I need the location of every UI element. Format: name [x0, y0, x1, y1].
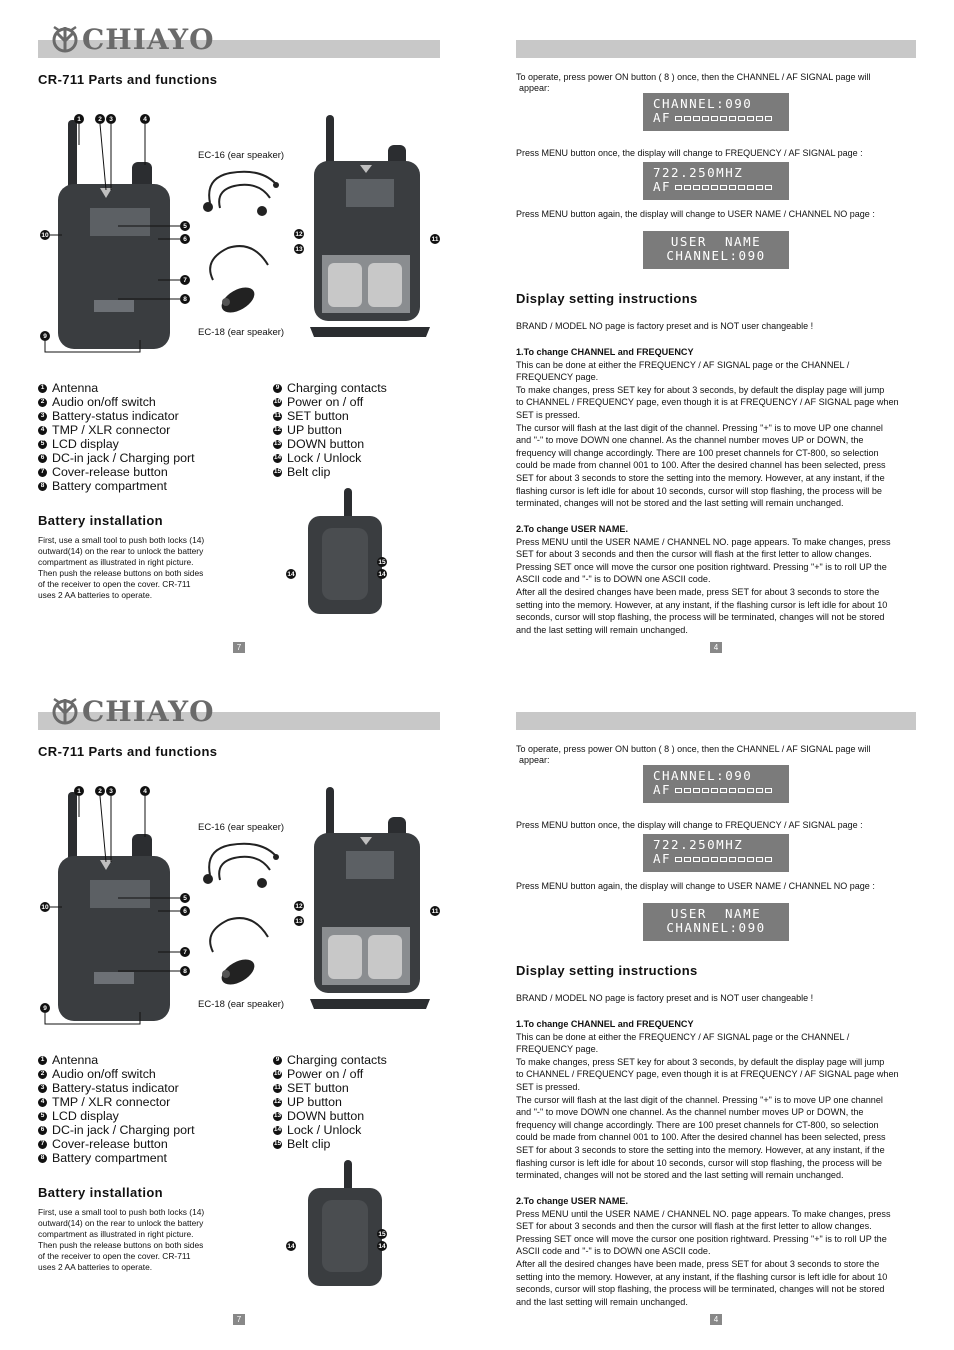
back-device-illustration — [300, 115, 440, 340]
ec16-caption: EC-16 (ear speaker) — [198, 150, 285, 161]
list-item: 8 Battery compartment — [38, 479, 195, 493]
brand-note: BRAND / MODEL NO page is factory preset and is NOT user changeable ! — [516, 321, 814, 331]
list-item: 14 Lock / Unlock — [273, 451, 362, 465]
lcd-frequency-af: 722.250MHZ AF — [643, 162, 789, 200]
callout-1: 1 — [74, 114, 84, 124]
callout-9: 9 — [40, 1003, 50, 1013]
callout-14: 14 — [287, 1242, 295, 1250]
ec18-earspeaker-illustration — [198, 912, 288, 992]
page-number-left: 7 — [233, 1314, 245, 1325]
lcd-channel-af: CHANNEL:090 AF — [643, 765, 789, 803]
display-title: Display setting instructions — [516, 291, 698, 306]
list-item: 5 LCD display — [38, 437, 195, 451]
callout-12: 12 — [295, 230, 303, 238]
section-channel-frequency: 1.To change CHANNEL and FREQUENCY This can be done at either the FREQUENCY / AF SIGNAL page or the CHANNEL / FREQUENCY page. To make changes, press SET key for about 3 seconds, by default the display page will jump to CHANNEL / FREQUENCY page, even though it is at FREQUENCY / AF SIGNAL page when SET is pressed. The cursor will flash at the last digit of the channel. Pressing "+" is to move UP one channel and "-" to move DOWN one channel. As the channel number moves UP or DOWN, the frequency will change accordingly. There are 100 preset channels for CT-800, so selection could be made from channel 001 to 100. After the desired channel has been selected, press SET for about 3 seconds to store the setting into the memory. However, at any instant, if the flashing cursor is left idle for about 10 seconds, cursor will stop flashing, the process will be terminated, changes will not be stored and the last setting will remain unchanged. — [516, 1019, 899, 1181]
callout-2: 2 — [95, 114, 105, 124]
menu-once-text: Press MENU button once, the display will change to FREQUENCY / AF SIGNAL page : — [516, 148, 863, 158]
page-number-left: 7 — [233, 642, 245, 653]
callout-15: 15 — [378, 1230, 386, 1238]
list-item: 4 TMP / XLR connector — [38, 423, 195, 437]
lcd-channel-af: CHANNEL:090 AF — [643, 93, 789, 131]
list-item: 6 DC-in jack / Charging port — [38, 451, 195, 465]
section-user-name: 2.To change USER NAME. Press MENU until the USER NAME / CHANNEL NO. page appears. To make changes, press SET for about 3 seconds and then the cursor will flash at the first letter to allow changes. Pressing SET once will move the cursor one position rightward. Pressing "+" is to roll UP the ASCII code and "-" is to DOWN one ASCII code. After all the desired changes have been made, press SET for about 3 seconds to store the setting into the memory. However, at any instant, if the flashing cursor is left idle for about 10 seconds, cursor will stop flashing, the process will be terminated, changes will not be stored and the last setting will remain unchanged. — [516, 1196, 891, 1307]
callout-7: 7 — [180, 947, 190, 957]
parts-list-right — [273, 381, 387, 479]
list-item: 1 Antenna — [38, 381, 195, 395]
list-item: 10 Power on / off — [273, 1067, 364, 1081]
brand-name: CHIAYO — [82, 694, 215, 728]
list-item: 7 Cover-release button — [38, 1137, 195, 1151]
callout-6: 6 — [180, 234, 190, 244]
callout-1: 1 — [74, 786, 84, 796]
list-item: 9 Charging contacts — [273, 1053, 387, 1067]
list-item: 1 Antenna — [38, 1053, 195, 1067]
list-item: 5 LCD display — [38, 1109, 195, 1123]
list-item: 12 UP button — [273, 423, 342, 437]
callout-5: 5 — [180, 221, 190, 231]
parts-list-left — [38, 1053, 195, 1165]
callout-13: 13 — [295, 917, 303, 925]
menu-again-text: Press MENU button again, the display will change to USER NAME / CHANNEL NO page : — [516, 209, 875, 219]
operate-intro: To operate, press power ON button ( 8 ) once, then the CHANNEL / AF SIGNAL page will appear: — [516, 72, 871, 94]
list-item: 4 TMP / XLR connector — [38, 1095, 195, 1109]
page-number-right: 4 — [710, 1314, 722, 1325]
ec16-earspeaker-illustration — [200, 163, 290, 223]
callout-8: 8 — [180, 966, 190, 976]
sheet-top — [0, 0, 954, 672]
ec18-caption: EC-18 (ear speaker) — [198, 999, 285, 1010]
callout-10: 10 — [41, 903, 49, 911]
list-item: 15 Belt clip — [273, 465, 331, 479]
parts-list-left — [38, 381, 195, 493]
battery-title: Battery installation — [38, 1185, 164, 1200]
callout-15: 15 — [378, 558, 386, 566]
brand-name: CHIAYO — [82, 22, 215, 56]
af-signal-bars-icon — [675, 857, 772, 862]
ec18-caption: EC-18 (ear speaker) — [198, 327, 285, 338]
parts-title: CR-711 Parts and functions — [38, 744, 218, 759]
callout-2: 2 — [95, 786, 105, 796]
list-item: 8 Battery compartment — [38, 1151, 195, 1165]
battery-device-illustration — [300, 1160, 390, 1290]
af-signal-bars-icon — [675, 788, 772, 793]
list-item: 13 DOWN button — [273, 437, 365, 451]
header-bar-right — [516, 712, 916, 730]
list-item: 2 Audio on/off switch — [38, 1067, 195, 1081]
callout-8: 8 — [180, 294, 190, 304]
list-item: 10 Power on / off — [273, 395, 364, 409]
callout-3: 3 — [106, 786, 116, 796]
battery-title: Battery installation — [38, 513, 164, 528]
battery-device-illustration — [300, 488, 390, 618]
callout-11: 11 — [431, 235, 439, 243]
callout-9: 9 — [40, 331, 50, 341]
parts-title: CR-711 Parts and functions — [38, 72, 218, 87]
callout-11: 11 — [431, 907, 439, 915]
ec16-earspeaker-illustration — [200, 835, 290, 895]
list-item: 3 Battery-status indicator — [38, 1081, 195, 1095]
callout-12: 12 — [295, 902, 303, 910]
sheet-bottom — [0, 672, 954, 1344]
callout-5: 5 — [180, 893, 190, 903]
battery-text: First, use a small tool to push both locks (14) outward(14) on the rear to unlock the battery compartment as illustrated in right picture. Then push the release buttons on both sides of the receiver to open the cover. CR-711 uses 2 AA batteries to operate. — [38, 535, 205, 600]
list-item: 7 Cover-release button — [38, 465, 195, 479]
callout-14: 14 — [287, 570, 295, 578]
list-item: 6 DC-in jack / Charging port — [38, 1123, 195, 1137]
menu-again-text: Press MENU button again, the display will change to USER NAME / CHANNEL NO page : — [516, 881, 875, 891]
menu-once-text: Press MENU button once, the display will change to FREQUENCY / AF SIGNAL page : — [516, 820, 863, 830]
list-item: 11 SET button — [274, 409, 349, 423]
lcd-user-name: USER NAME CHANNEL:090 — [643, 903, 789, 941]
callout-4: 4 — [140, 114, 150, 124]
display-title: Display setting instructions — [516, 963, 698, 978]
callout-14: 14 — [378, 570, 386, 578]
page-number-right: 4 — [710, 642, 722, 653]
operate-intro: To operate, press power ON button ( 8 ) once, then the CHANNEL / AF SIGNAL page will appear: — [516, 744, 871, 766]
section-channel-frequency: 1.To change CHANNEL and FREQUENCY This can be done at either the FREQUENCY / AF SIGNAL page or the CHANNEL / FREQUENCY page. To make changes, press SET key for about 3 seconds, by default the display page will jump to CHANNEL / FREQUENCY page, even though it is at FREQUENCY / AF SIGNAL page when SET is pressed. The cursor will flash at the last digit of the channel. Pressing "+" is to move UP one channel and "-" to move DOWN one channel. As the channel number moves UP or DOWN, the frequency will change accordingly. There are 100 preset channels for CT-800, so selection could be made from channel 001 to 100. After the desired channel has been selected, press SET for about 3 seconds to store the setting into the memory. However, at any instant, if the flashing cursor is left idle for about 10 seconds, cursor will stop flashing, the process will be terminated, changes will not be stored and the last setting will remain unchanged. — [516, 347, 899, 509]
list-item: 3 Battery-status indicator — [38, 409, 195, 423]
af-signal-bars-icon — [675, 185, 772, 190]
list-item: 15 Belt clip — [273, 1137, 331, 1151]
section-user-name: 2.To change USER NAME. Press MENU until the USER NAME / CHANNEL NO. page appears. To make changes, press SET for about 3 seconds and then the cursor will flash at the first letter to allow changes. Pressing SET once will move the cursor one position rightward. Pressing "+" is to roll UP the ASCII code and "-" is to DOWN one ASCII code. After all the desired changes have been made, press SET for about 3 seconds to store the setting into the memory. However, at any instant, if the flashing cursor is left idle for about 10 seconds, cursor will stop flashing, the process will be terminated, changes will not be stored and the last setting will remain unchanged. — [516, 524, 891, 635]
header-bar-right — [516, 40, 916, 58]
parts-list-right — [273, 1053, 387, 1151]
callout-7: 7 — [180, 275, 190, 285]
callout-10: 10 — [41, 231, 49, 239]
callout-3: 3 — [106, 114, 116, 124]
callout-13: 13 — [295, 245, 303, 253]
callout-6: 6 — [180, 906, 190, 916]
list-item: 9 Charging contacts — [273, 381, 387, 395]
list-item: 12 UP button — [273, 1095, 342, 1109]
list-item: 11 SET button — [274, 1081, 349, 1095]
battery-text: First, use a small tool to push both locks (14) outward(14) on the rear to unlock the battery compartment as illustrated in right picture. Then push the release buttons on both sides of the receiver to open the cover. CR-711 uses 2 AA batteries to operate. — [38, 1207, 205, 1272]
list-item: 14 Lock / Unlock — [273, 1123, 362, 1137]
ec18-earspeaker-illustration — [198, 240, 288, 320]
lcd-frequency-af: 722.250MHZ AF — [643, 834, 789, 872]
lcd-user-name: USER NAME CHANNEL:090 — [643, 231, 789, 269]
af-signal-bars-icon — [675, 116, 772, 121]
callout-4: 4 — [140, 786, 150, 796]
ec16-caption: EC-16 (ear speaker) — [198, 822, 285, 833]
list-item: 13 DOWN button — [273, 1109, 365, 1123]
brand-note: BRAND / MODEL NO page is factory preset and is NOT user changeable ! — [516, 993, 814, 1003]
callout-14: 14 — [378, 1242, 386, 1250]
list-item: 2 Audio on/off switch — [38, 395, 195, 409]
back-device-illustration — [300, 787, 440, 1012]
